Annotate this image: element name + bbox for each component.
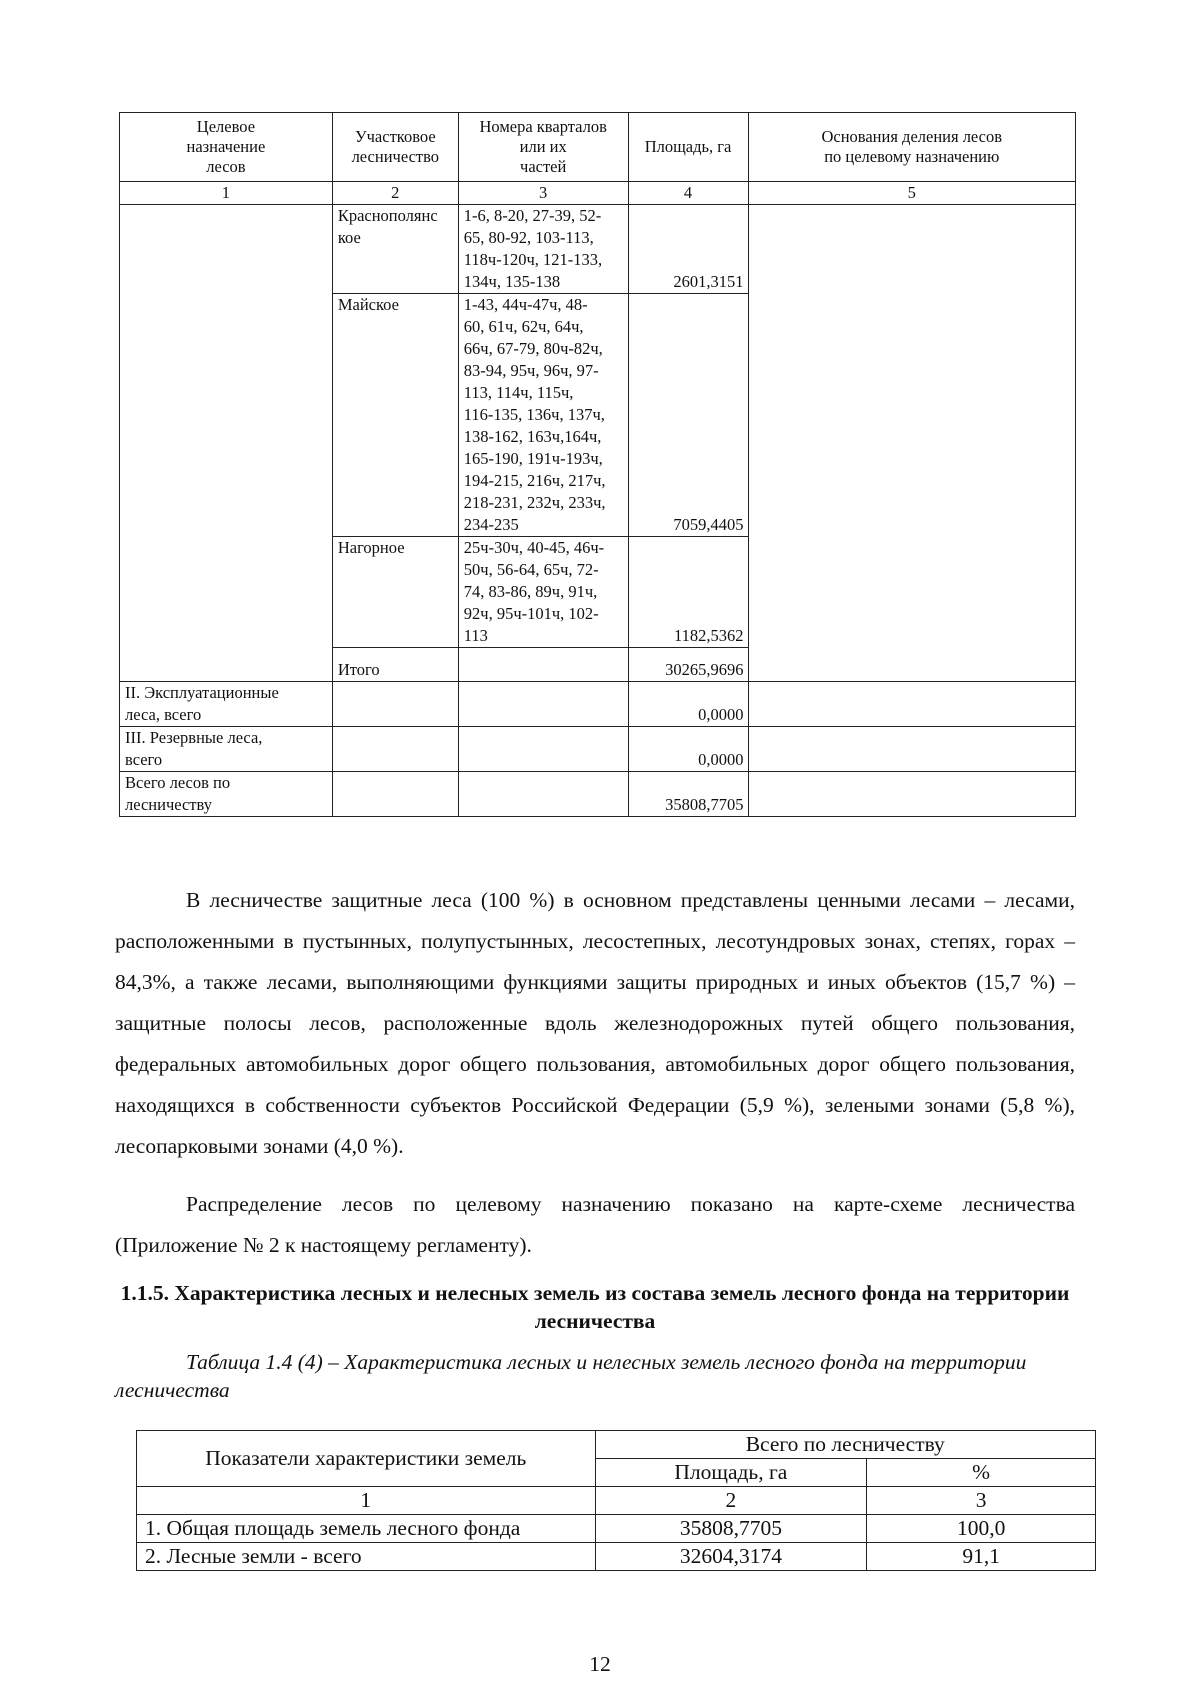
header-percent: % [867,1459,1096,1487]
land-characteristics-table [136,1430,1096,1571]
empty-cell [332,772,458,817]
district-cell: Краснополянс кое [332,205,458,294]
col-num: 1 [120,182,333,205]
header-area: Площадь, га [595,1459,867,1487]
header-area: Площадь, га [628,113,748,182]
quarters-cell: 25ч-30ч, 40-45, 46ч- 50ч, 56-64, 65ч, 72- 74, 83-86, 89ч, 91ч, 92ч, 95ч-101ч, 102- 113 [458,537,628,648]
table-caption: Таблица 1.4 (4) – Характеристика лесных и нелесных земель лесного фонда на территории лесничества [115,1350,1027,1402]
area-cell: 7059,4405 [628,294,748,537]
indicator-area: 32604,3174 [595,1543,867,1571]
quarters-cell: 1-43, 44ч-47ч, 48- 60, 61ч, 62ч, 64ч, 66ч, 67-79, 80ч-82ч, 83-94, 95ч, 96ч, 97- 113, 114ч, 115ч, 116-135, 136ч, 137ч, 138-162, 163ч,164ч, 165-190, 191ч-193ч, 194-215, 216ч, 217ч, 218-231, 232ч, 233ч, 234-235 [458,294,628,537]
column-numbers-row [137,1487,1096,1515]
category-row [120,682,1076,727]
header-basis: Основания деления лесов по целевому назначению [748,113,1076,182]
category-label: Всего лесов по лесничеству [120,772,333,817]
indicator-area: 35808,7705 [595,1515,867,1543]
empty-cell [748,772,1076,817]
indicator-name: 1. Общая площадь земель лесного фонда [137,1515,596,1543]
table-row [120,205,1076,294]
district-cell: Нагорное [332,537,458,648]
empty-cell [748,727,1076,772]
indicator-name: 2. Лесные земли - всего [137,1543,596,1571]
category-label: III. Резервные леса, всего [120,727,333,772]
indicator-percent: 91,1 [867,1543,1096,1571]
basis-cell-empty [748,205,1076,682]
header-purpose: Целевое назначение лесов [120,113,333,182]
col-num: 2 [332,182,458,205]
indicator-percent: 100,0 [867,1515,1096,1543]
empty-cell [458,727,628,772]
quarters-cell: 1-6, 8-20, 27-39, 52- 65, 80-92, 103-113, 118ч-120ч, 121-133, 134ч, 135-138 [458,205,628,294]
category-area: 0,0000 [628,727,748,772]
purpose-cell-empty [120,205,333,682]
col-num: 4 [628,182,748,205]
category-area: 35808,7705 [628,772,748,817]
col-num: 3 [867,1487,1096,1515]
page-number: 12 [589,1652,611,1676]
header-total: Всего по лесничеству [595,1431,1096,1459]
category-row [120,772,1076,817]
category-label: II. Эксплуатационные леса, всего [120,682,333,727]
header-district: Участковое лесничество [332,113,458,182]
empty-cell [332,727,458,772]
column-numbers-row [120,182,1076,205]
empty-cell [458,682,628,727]
forest-purpose-table [119,112,1076,817]
empty-cell [748,682,1076,727]
col-num: 1 [137,1487,596,1515]
area-cell: 2601,3151 [628,205,748,294]
district-cell: Майское [332,294,458,537]
col-num: 2 [595,1487,867,1515]
empty-cell [458,772,628,817]
col-num: 5 [748,182,1076,205]
paragraph-protective-forests: В лесничестве защитные леса (100 %) в основном представлены ценными лесами – лесами, расположенными в пустынных, полупустынных, лесостепных, лесотундровых зонах, степях, горах – 84,3%, а также лесами, выполняющими функциями защиты природных и иных объектов (15,7 %) – защитные полосы лесов, расположенные вдоль железнодорожных путей общего пользования, федеральных автомобильных дорог общего пользования, автомобильных дорог общего пользования, находящихся в собственности субъектов Российской Федерации (5,9 %), зелеными зонами (5,8 %), лесопарковыми зонами (4,0 %). [115,888,1075,1158]
category-area: 0,0000 [628,682,748,727]
header-indicators: Показатели характеристики земель [137,1431,596,1487]
table-row [137,1543,1096,1571]
table-row [137,1515,1096,1543]
area-cell: 1182,5362 [628,537,748,648]
total-area: 30265,9696 [628,648,748,682]
paragraph-distribution: Распределение лесов по целевому назначению показано на карте-схеме лесничества (Приложение № 2 к настоящему регламенту). [115,1192,1075,1257]
header-quarters: Номера кварталов или их частей [458,113,628,182]
empty-cell [458,648,628,682]
section-heading: 1.1.5. Характеристика лесных и нелесных земель из состава земель лесного фонда на территории лесничества [120,1281,1070,1333]
empty-cell [332,682,458,727]
col-num: 3 [458,182,628,205]
category-row [120,727,1076,772]
total-label: Итого [332,648,458,682]
